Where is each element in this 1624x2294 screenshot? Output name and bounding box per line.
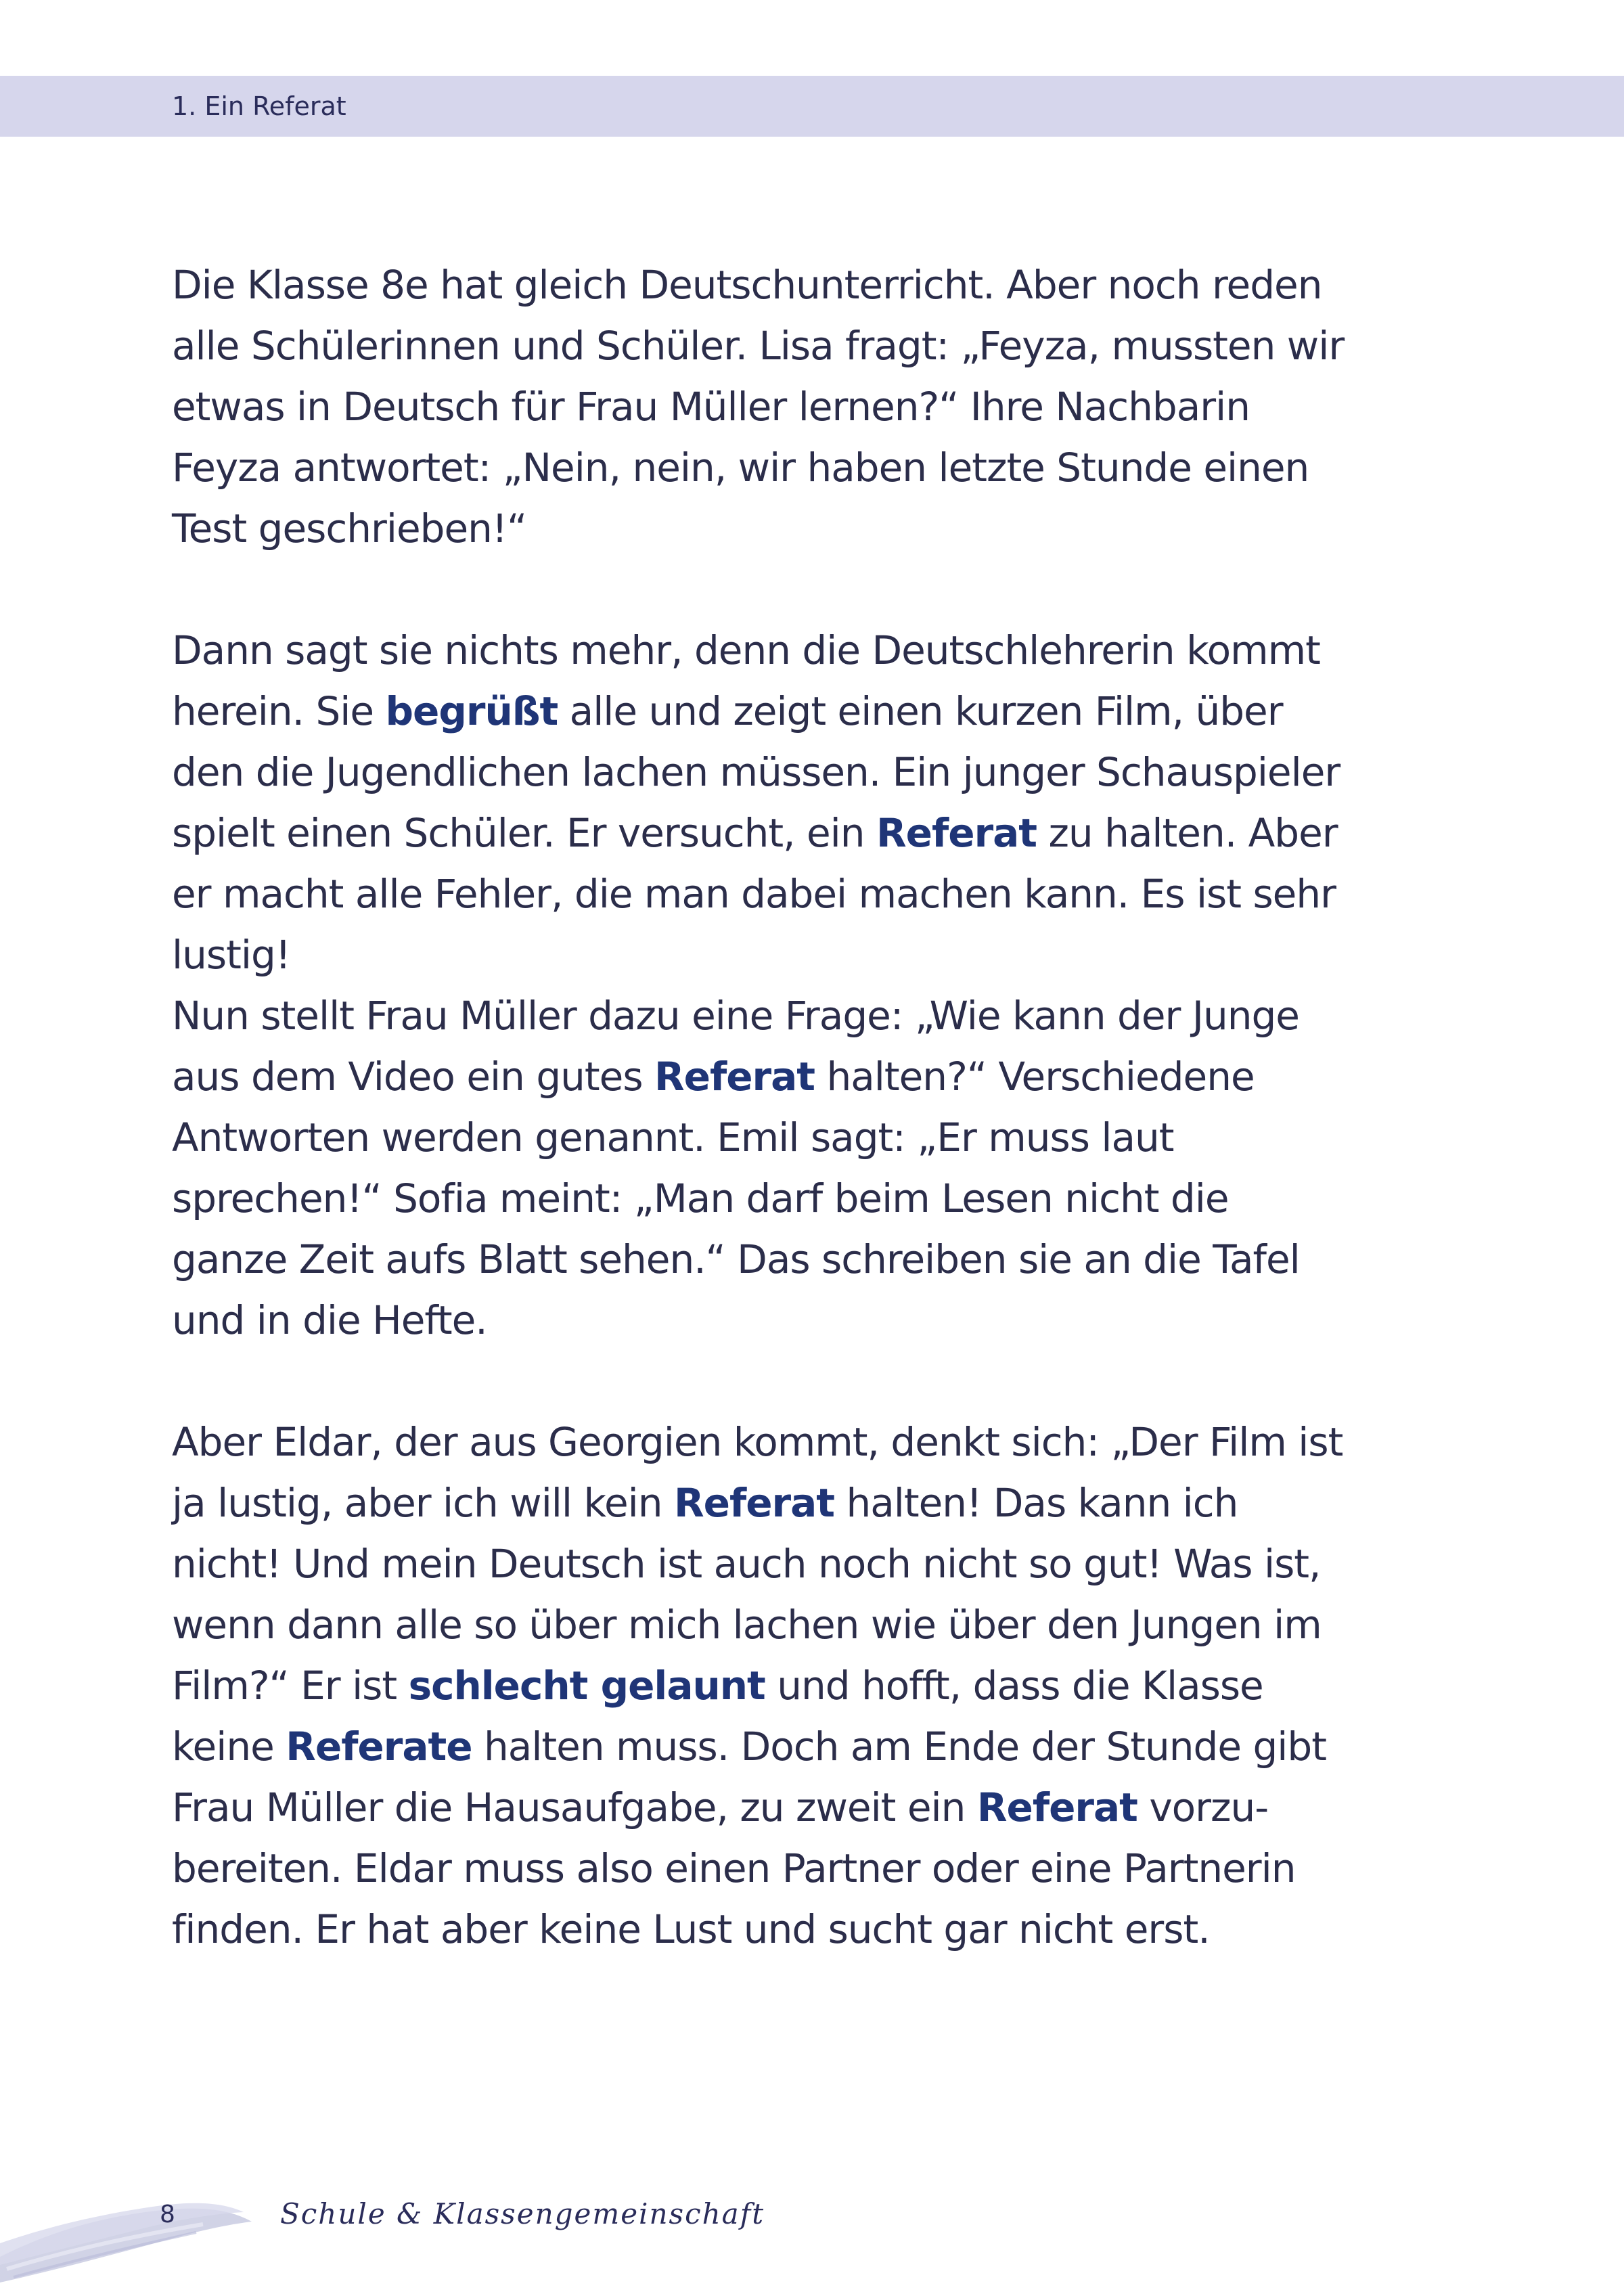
text-run: und hofft, dass die Klasse keine [172,1663,1263,1770]
text-run: Die Klasse 8e hat gleich Deutschunterricht. Aber noch reden alle Schülerinnen und Schüler. Lisa fragt: „Feyza, mussten wir etwas in Deutsch für Frau Müller lernen?“ Ihre Nachbarin Feyza antwortet: „Nein, nein, wir haben letzte Stunde einen Test geschrieben!“ [172,262,1345,552]
paragraph-gap [172,559,1349,620]
paragraph [172,620,1349,985]
text-run: vorzu-bereiten. Eldar muss also einen Partner oder eine Partnerin finden. Er hat aber keine Lust und sucht gar nicht erst. [172,1784,1296,1952]
text-run: Aber Eldar, der aus Georgien kommt, denkt sich: „Der Film ist ja lustig, aber ich will kein [172,1419,1343,1526]
keyword: Referat [876,810,1037,856]
keyword: Referat [654,1054,815,1100]
paragraph [172,1412,1349,1960]
text-run: Dann sagt sie nichts mehr, denn die Deutschlehrerin kommt herein. Sie [172,627,1320,734]
text-run: zu halten. Aber er macht alle Fehler, die man dabei machen kann. Es ist sehr lustig! [172,810,1338,978]
text-run: halten?“ Verschiedene Antworten werden genannt. Emil sagt: „Er muss laut sprechen!“ Sofia meint: „Man darf beim Lesen nicht die ganze Zeit aufs Blatt sehen.“ Das schreiben sie an die Tafel und in die Hefte. [172,1054,1300,1343]
keyword: begrüßt [385,688,558,734]
paragraph-gap [172,1351,1349,1412]
text-run: alle und zeigt einen kurzen Film, über den die Jugendlichen lachen müssen. Ein junger Schauspieler spielt einen Schüler. Er versucht, ein [172,688,1340,856]
keyword: Referat [976,1784,1137,1830]
section-title: 1. Ein Referat [172,91,346,121]
page-number: 8 [160,2201,175,2228]
text-run: Nun stellt Frau Müller dazu eine Frage: „Wie kann der Junge aus dem Video ein gutes [172,993,1299,1100]
chapter-title: Schule & Klassengemeinschaft [280,2197,765,2230]
text-run: halten muss. Doch am Ende der Stunde gibt Frau Müller die Hausaufgabe, zu zweit ein [172,1724,1326,1830]
paragraph [172,985,1349,1351]
paragraph [172,254,1349,559]
story-text [172,254,1349,1960]
keyword: Referate [286,1724,472,1770]
text-run: halten! Das kann ich nicht! Und mein Deutsch ist auch noch nicht so gut! Was ist, wenn dann alle so über mich lachen wie über den Jungen im Film?“ Er ist [172,1480,1322,1709]
keyword: schlecht gelaunt [408,1663,765,1709]
brush-stroke-decoration [0,2182,284,2284]
keyword: Referat [673,1480,835,1526]
